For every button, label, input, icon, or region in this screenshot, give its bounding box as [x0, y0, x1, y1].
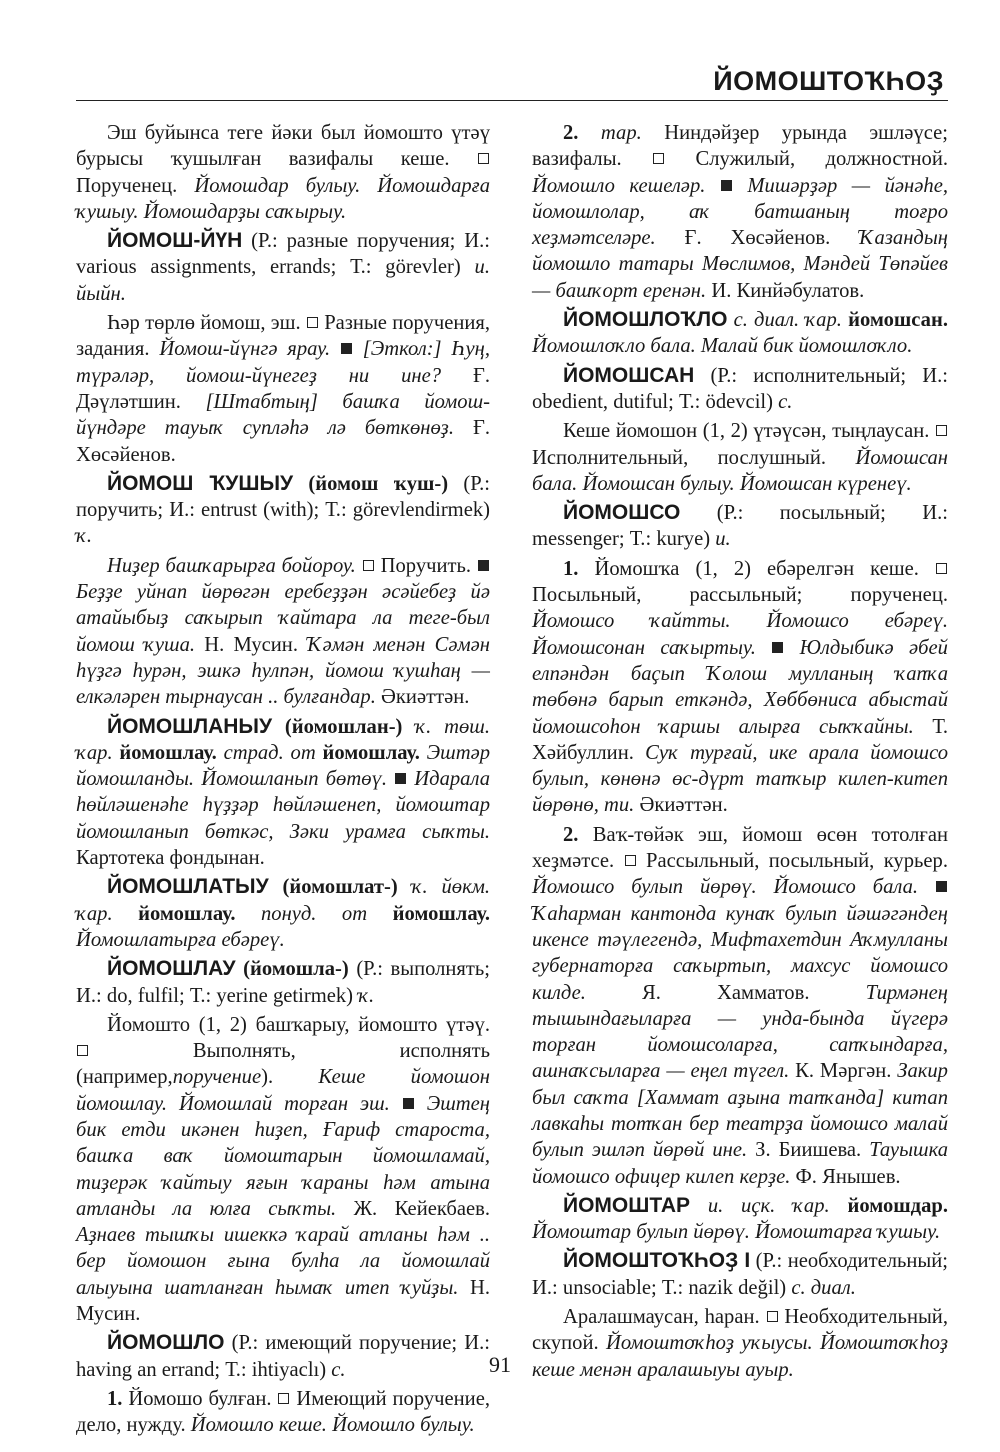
square-marker-icon	[77, 1045, 88, 1056]
definition: Һәр төрлө йомош, эш. Разные поручения, задания. Йомош-йүнгә ярау. [Эткол:] Һуң, түрәләр, йомош-йүнегеҙ ни ине? Ғ. Дәүләтшин. [Штабтың] башҡа йомош-йүндәре тауыҡ супләһә лә бөткөнөҙ. Ғ. Хөсәйенов.	[76, 312, 491, 466]
square-marker-icon	[307, 317, 318, 328]
square-marker-icon	[936, 563, 947, 574]
citation-marker-icon	[395, 773, 406, 784]
entry-yomoshtar: ЙОМОШТАР и. иҫк. ҡар. йомошдар. Йомоштар булып йөрөү. Йомоштарға ҡушыу.	[532, 1193, 948, 1244]
square-marker-icon	[478, 153, 489, 164]
square-marker-icon	[653, 153, 664, 164]
entry-yomoshlokhlo: ЙОМОШЛОҠЛО с. диал. ҡар. йомошсан. Йомошлоҡло бала. Малай бик йомошлоҡло.	[532, 308, 948, 358]
entry-continuation: Эш буйынса теге йәки был йомошто үтәү бурысы ҡушылған вазифалы кеше. Порученец. Йомошдар булыу. Йомошдарға ҡушыу. Йомошдарҙы саҡырыу.	[76, 122, 490, 223]
running-title: ЙОМОШТОҠҺОҘ	[713, 66, 944, 96]
entry-yomoshso: ЙОМОШСО (Р.: посыльный; И.: messenger; Т.: kurye) и.	[532, 501, 948, 551]
entry-yomosh-kushyu: ЙОМОШ ҠУШЫУ (йомош ҡуш-) (Р.: поручить; И.: entrust (with); Т.: görevlendirmek) ҡ.	[76, 471, 490, 548]
headword: ЙОМОШЛОҠЛО	[563, 308, 728, 332]
definition: 1. Йомошо булған. Имеющий поручение, дело, нужду. Йомошло кеше. Йомошло булыу.	[76, 1387, 490, 1437]
headword: ЙОМОШСАН	[563, 363, 695, 387]
definition: Ниҙер башҡарырға бойороу. Поручить. Беҙҙе уйнап йөрөгән еребеҙҙән әсәйебеҙ йә атайыбыҙ саҡырып ҡайтара ла теге-был йомош ҡуша. Н. Мусин. Ҡәмән менән Сәмән һүҙгә һурән, эшкә һулпән, йомош ҡушһаң — елкәләрен тырнаусан .. булғандар. Әкиәттән.	[76, 554, 491, 709]
headword: ЙОМОШТОҠҺОҘ I	[563, 1249, 751, 1273]
headword: ЙОМОШЛАНЫУ	[107, 714, 273, 738]
entry-yomosh-yun: ЙОМОШ-ЙҮН (Р.: разные поручения; И.: various assignments, errands; Т.: görevler) и. йыйн.	[76, 229, 490, 305]
citation-marker-icon	[341, 343, 352, 354]
square-marker-icon	[767, 1311, 778, 1322]
definition: Кеше йомошон (1, 2) үтәүсән, тыңлаусан. Исполнительный, послушный. Йомошсан бала. Йомошсан булыу. Йомошсан күренеү.	[532, 420, 948, 495]
headword: ЙОМОШ-ЙҮН	[107, 229, 243, 253]
right-column	[532, 120, 948, 1386]
left-column	[76, 120, 490, 1442]
headword: ЙОМОШЛАУ	[107, 957, 236, 981]
entry-yomoshlanyu: ЙОМОШЛАНЫУ (йомошлан-) ҡ. төш. ҡар. йомошлау. страд. от йомошлау. Эштәр йомошланды. Йомошланып бөтөү. Идарала һөйләшенәһе һүҙҙәр һөйләшенеп, йомоштар йомошланып бөткәс, Зәки урамға сыҡты. Картотека фондынан.	[76, 714, 491, 870]
entry-yomoshlo: ЙОМОШЛО (Р.: имеющий поручение; И.: having an errand; Т.: ihtiyaclı) с.	[76, 1331, 490, 1381]
running-header	[76, 60, 948, 101]
definition: 1. Йомошҡа (1, 2) ебәрелгән кеше. Посыльный, рассыльный; порученец. Йомошсо ҡайтты. Йомошсо ебәреү. Йомошсонан саҡыртыу. Юлдыбикә әбей елпәндән баҫып Ҡолош мулланың ҡапҡа төбөнә барып еткәндә, Хөббөниса абыстай йомошсоһон ҡаршы алырға сыҡҡайны. Т. Хәйбуллин. Суҡ турғай, ике арала йомошсо булып, көнөнә өс-дүрт тапҡыр килеп-китеп йөрөнө, ти. Әкиәттән.	[532, 557, 948, 817]
definition: 2. Ваҡ-төйәк эш, йомош өсөн тотолған хеҙмәтсе. Рассыльный, посыльный, курьер. Йомошсо булып йөрөү. Йомошсо бала. Ҡаһарман кантонда кунаҡ булып йәшәгәндең икенсе тәүлегендә, Мифтахетдин Аҡмулланы губернаторға саҡыртып, махсус йомошсо килде. Я. Хамматов. Тирмәнең тышындағыларға — унда-бында йүгерә торған йомошсоларға, сапҡындарға, ашнаҡсыларға — еңел түгел. К. Мәргән. Закир был саҡта [Хаммат аҙына тапҡанда] китап лавкаһы тотҡан бер театрҙа йомошсо малай булып эшләп йөрөй ине. З. Биишева. Тауышка йомошсо офицер килеп керҙе. Ф. Янышев.	[532, 823, 948, 1188]
entry-yomoshsan: ЙОМОШСАН (Р.: исполнительный; И.: obedient, dutiful; Т.: ödevcil) с.	[532, 363, 948, 413]
citation-marker-icon	[478, 560, 489, 571]
citation-marker-icon	[772, 642, 783, 653]
definition: 2. тар. Ниндәйҙер урында эшләүсе; вазифалы. Служилый, должностной. Йомошло кешеләр. Мишәрҙәр — йәнәһе, йомошлолар, аҡ батшаның тоғро хеҙмәтселәре. Ғ. Хөсәйенов. Ҡазандың йомошло татары Мөслимов, Мәндей Төпәйев — башҡорт еренән. И. Кинйәбулатов.	[532, 122, 948, 302]
headword: ЙОМОШТАР	[563, 1193, 691, 1217]
headword: ЙОМОШСО	[563, 501, 681, 525]
definition: Йомошто (1, 2) башҡарыу, йомошто үтәү. Выполнять, исполнять (например,поручение). Кеше йомошон йомошлау. Йомошлай торған эш. Эштең бик етди икәнен һиҙеп, Ғариф староста, башҡа ваҡ йомоштарын йомошламай, тиҙерәк ҡайтыу яғын ҡараны һәм атына атланды ла юлға сыҡты. Ж. Кейекбаев. Аҙнаев тышҡы ишеккә ҡарай атланы һәм .. бер йомошон ғына булһа ла йомошлай алыуына шатланған һымаҡ итеп ҡуйҙы. Н. Мусин.	[76, 1013, 490, 1326]
definition: Аралашмаусан, һаран. Необходительный, скупой. Йомоштоҡһоҙ уҡыусы. Йомоштоҡһоҙ кеше менән аралашыуы ауыр.	[532, 1306, 948, 1381]
citation-marker-icon	[936, 881, 947, 892]
square-marker-icon	[625, 855, 636, 866]
headword: ЙОМОШ ҠУШЫУ	[107, 471, 294, 495]
square-marker-icon	[278, 1393, 289, 1404]
entry-yomoshtokhhoz: ЙОМОШТОҠҺОҘ I (Р.: необходительный; И.: unsociable; Т.: nazik değil) с. диал.	[532, 1249, 948, 1299]
square-marker-icon	[363, 560, 374, 571]
headword: ЙОМОШЛО	[107, 1331, 225, 1355]
square-marker-icon	[936, 425, 947, 436]
headword: ЙОМОШЛАТЫУ	[107, 875, 269, 899]
citation-marker-icon	[721, 180, 732, 191]
example: Йомошдар булыу. Йомошдарға ҡушыу. Йомошдарҙы саҡырыу.	[76, 174, 490, 223]
entry-yomoshlatyu: ЙОМОШЛАТЫУ (йомошлат-) ҡ. йөкм. ҡар. йомошлау. понуд. от йомошлау. Йомошлатырға ебәреү.	[76, 875, 490, 951]
page-number: 91	[489, 1352, 511, 1377]
citation-marker-icon	[403, 1098, 414, 1109]
entry-yomoshlau: ЙОМОШЛАУ (йомошла-) (Р.: выполнять; И.: do, fulfil; Т.: yerine getirmek) ҡ.	[76, 957, 490, 1007]
